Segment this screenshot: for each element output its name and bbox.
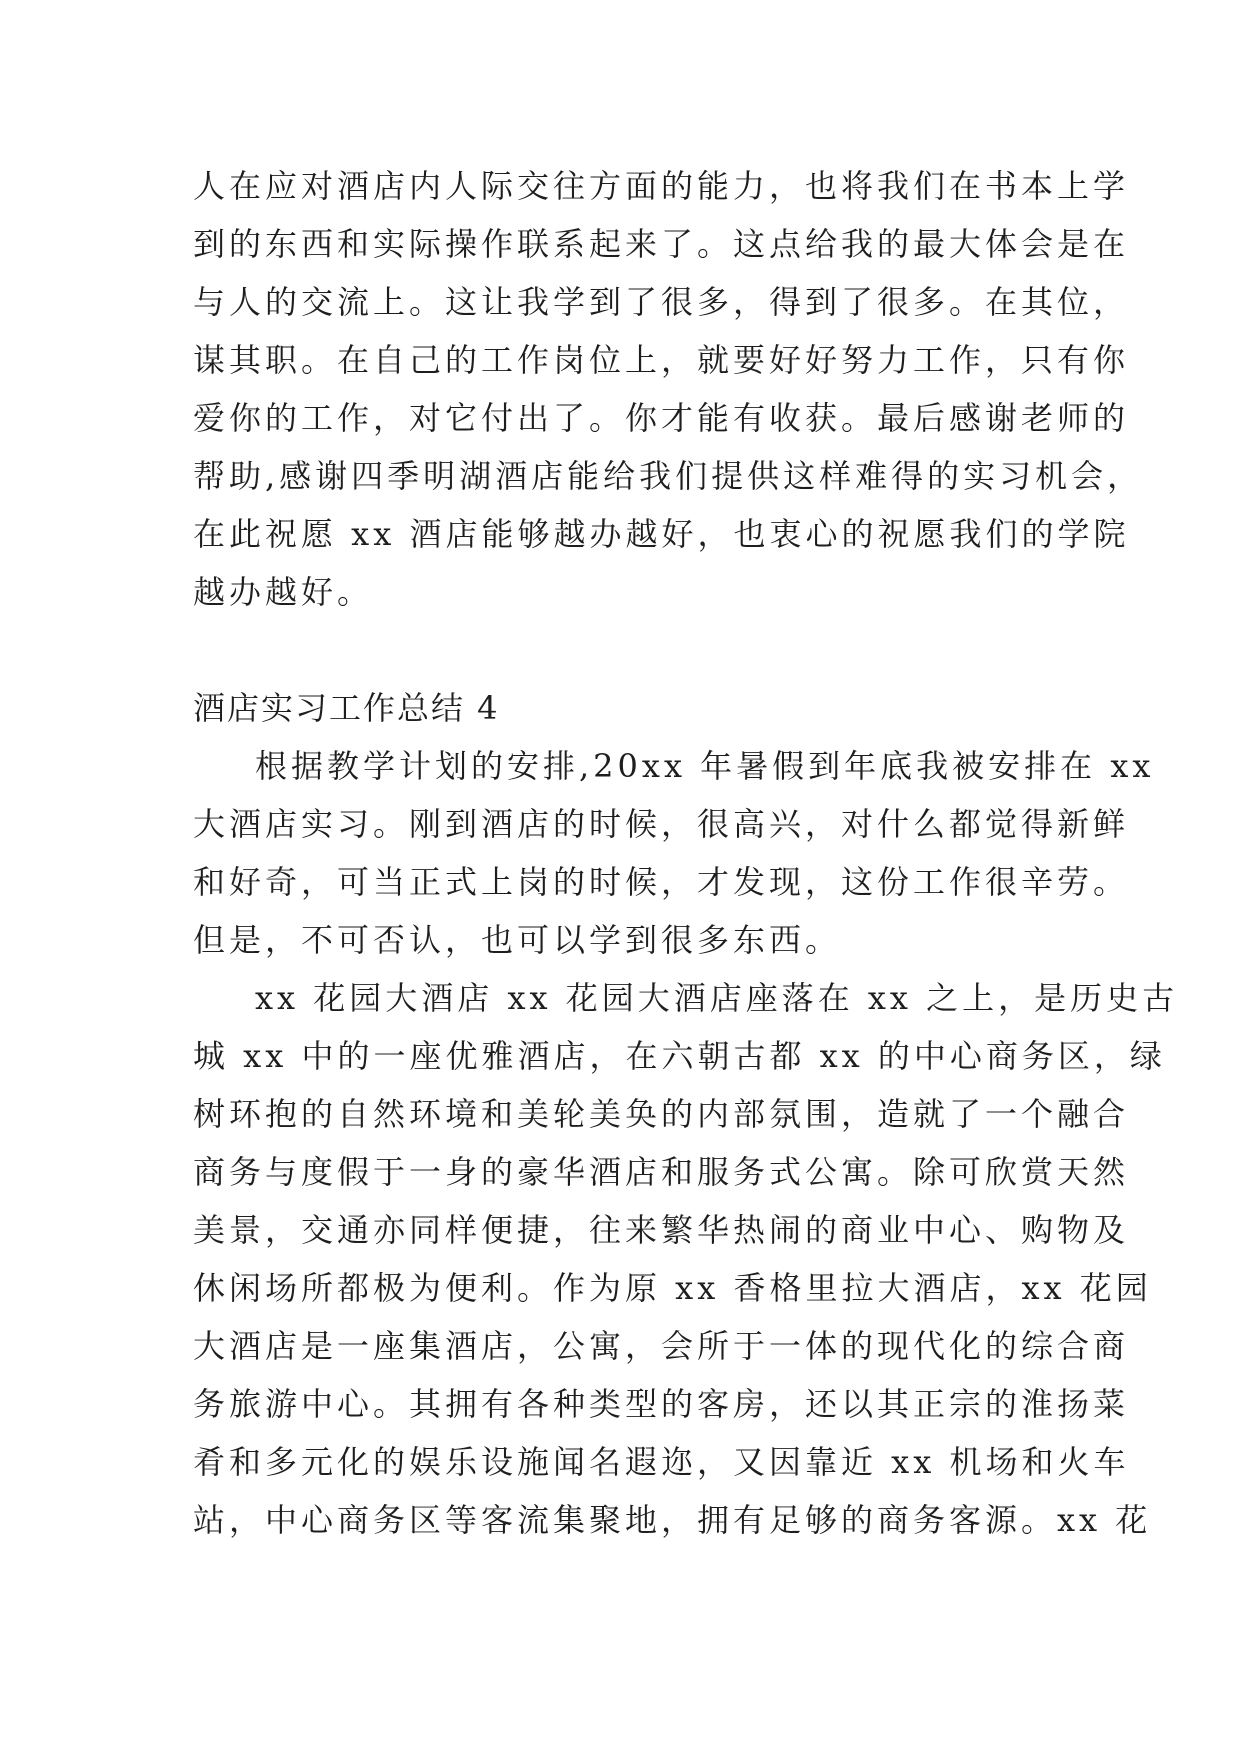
- text-line: 商务与度假于一身的豪华酒店和服务式公寓。除可欣赏天然: [193, 1153, 1130, 1191]
- text-line: 在此祝愿 xx 酒店能够越办越好，也衷心的祝愿我们的学院: [193, 515, 1130, 553]
- text-line: 帮助,感谢四季明湖酒店能给我们提供这样难得的实习机会，: [193, 457, 1144, 495]
- text-line: 休闲场所都极为便利。作为原 xx 香格里拉大酒店，xx 花园: [193, 1269, 1152, 1307]
- text-line: 树环抱的自然环境和美轮美奂的内部氛围，造就了一个融合: [193, 1095, 1130, 1133]
- section-title: 酒店实习工作总结 4: [193, 689, 500, 727]
- text-line: 大酒店是一座集酒店，公寓，会所于一体的现代化的综合商: [193, 1327, 1130, 1365]
- text-line: 站，中心商务区等客流集聚地，拥有足够的商务客源。xx 花: [193, 1501, 1152, 1539]
- text-line: 大酒店实习。刚到酒店的时候，很高兴，对什么都觉得新鲜: [193, 805, 1130, 843]
- text-line: 根据教学计划的安排,20xx 年暑假到年底我被安排在 xx: [255, 747, 1155, 785]
- text-line: 但是，不可否认，也可以学到很多东西。: [193, 921, 842, 959]
- text-line: 美景，交通亦同样便捷，往来繁华热闹的商业中心、购物及: [193, 1211, 1130, 1249]
- text-line: 到的东西和实际操作联系起来了。这点给我的最大体会是在: [193, 225, 1130, 263]
- text-line: 和好奇，可当正式上岗的时候，才发现，这份工作很辛劳。: [193, 863, 1130, 901]
- text-line: 务旅游中心。其拥有各种类型的客房，还以其正宗的淮扬菜: [193, 1385, 1130, 1423]
- text-line: 爱你的工作，对它付出了。你才能有收获。最后感谢老师的: [193, 399, 1130, 437]
- text-line: 与人的交流上。这让我学到了很多，得到了很多。在其位，: [193, 283, 1130, 321]
- text-line: 城 xx 中的一座优雅酒店，在六朝古都 xx 的中心商务区，绿: [193, 1037, 1166, 1075]
- text-line: 肴和多元化的娱乐设施闻名遐迩，又因靠近 xx 机场和火车: [193, 1443, 1130, 1481]
- text-line: 人在应对酒店内人际交往方面的能力，也将我们在书本上学: [193, 167, 1130, 205]
- text-line: xx 花园大酒店 xx 花园大酒店座落在 xx 之上，是历史古: [255, 979, 1179, 1017]
- text-line: 越办越好。: [193, 573, 374, 611]
- text-line: 谋其职。在自己的工作岗位上，就要好好努力工作，只有你: [193, 341, 1130, 379]
